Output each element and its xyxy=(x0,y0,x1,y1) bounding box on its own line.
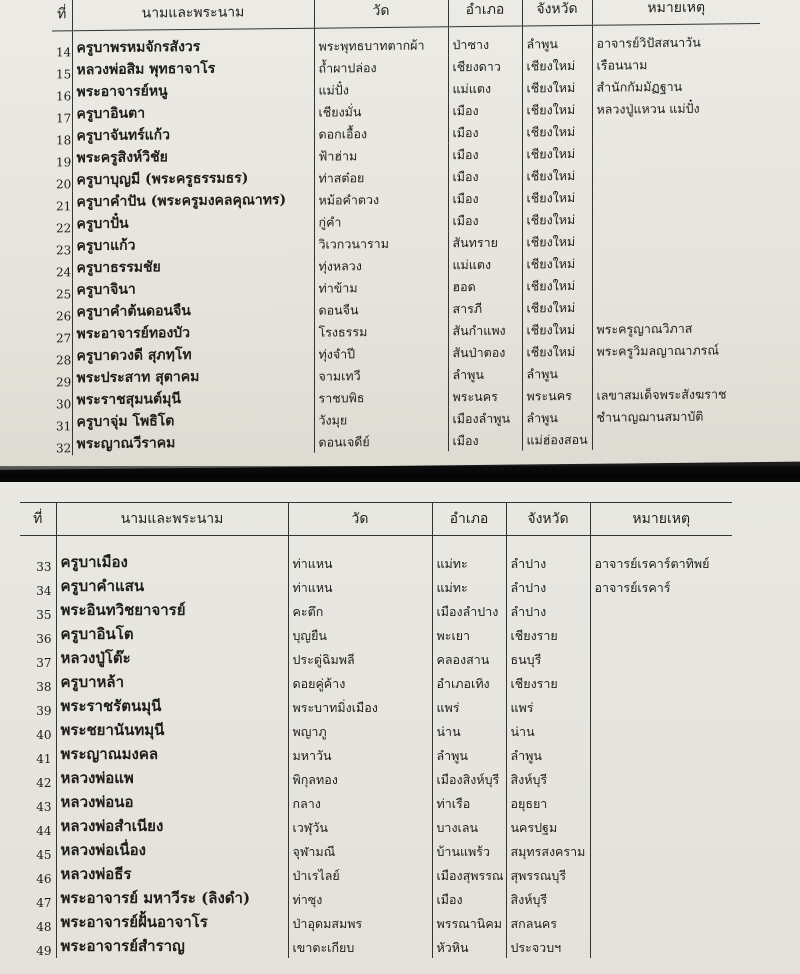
cell-number: 31 xyxy=(56,418,72,433)
header-amphoe: อำเภอ xyxy=(448,0,522,27)
cell-amphoe: ลำพูน xyxy=(432,742,506,766)
cell-note xyxy=(592,426,760,450)
cell-name: ครูบาจันทร์แก้ว xyxy=(72,122,314,147)
cell-name: พระชยานันทมุนี xyxy=(56,718,288,742)
cell-number: 46 xyxy=(36,872,52,886)
cell-number: 22 xyxy=(56,220,72,235)
cell-name: พระอินทวิชยาจารย์ xyxy=(56,598,288,622)
cell-number: 48 xyxy=(36,920,52,934)
cell-note xyxy=(590,934,732,958)
cell-number: 32 xyxy=(56,440,72,455)
header-no: ที่ xyxy=(52,0,72,31)
cell-amphoe: เมือง xyxy=(432,886,506,910)
table-row xyxy=(20,790,732,814)
cell-province: สกลนคร xyxy=(506,910,590,934)
cell-wat: จุฬามณี xyxy=(288,838,432,862)
cell-note xyxy=(590,718,732,742)
cell-number: 21 xyxy=(56,198,72,213)
cell-province: สุพรรณบุรี xyxy=(506,862,590,886)
cell-amphoe: เมือง xyxy=(448,186,522,209)
cell-note xyxy=(592,294,760,318)
cell-note xyxy=(592,118,760,142)
cell-amphoe: อำเภอเทิง xyxy=(432,670,506,694)
cell-name: ครูบาบุญมี (พระครูธรรมธร) xyxy=(72,166,314,191)
cell-province: เชียงใหม่ xyxy=(522,251,592,274)
cell-note xyxy=(590,862,732,886)
cell-note xyxy=(590,670,732,694)
cell-note xyxy=(592,228,760,252)
cell-wat: ท่าสต๋อย xyxy=(314,165,448,188)
table-row xyxy=(20,718,732,742)
cell-name: ครูบาหล้า xyxy=(56,670,288,694)
cell-amphoe: เมืองสิงห์บุรี xyxy=(432,766,506,790)
cell-note xyxy=(592,206,760,230)
cell-name: หลวงพ่อธีร xyxy=(56,862,288,886)
cell-name: พระประสาท สุตาคม xyxy=(72,364,314,389)
cell-amphoe: เมืองลำพูน xyxy=(448,406,522,429)
cell-name: พระครูสิงห์วิชัย xyxy=(72,144,314,169)
cell-wat: ดอนจืน xyxy=(314,297,448,320)
cell-amphoe: ป่าซาง xyxy=(448,26,522,55)
cell-amphoe: น่าน xyxy=(432,718,506,742)
cell-wat: เชียงมั่น xyxy=(314,99,448,122)
cell-amphoe: เมืองสุพรรณ xyxy=(432,862,506,886)
cell-name: ครูบาพรหมจักรสังวร xyxy=(72,28,314,59)
cell-province: แพร่ xyxy=(506,694,590,718)
cell-number: 43 xyxy=(36,800,52,814)
cell-amphoe: คลองสาน xyxy=(432,646,506,670)
cell-name: ครูบาปั๋น xyxy=(72,210,314,235)
cell-note: อาจารย์เรคาร์ xyxy=(590,574,732,598)
cell-name: หลวงพ่อสำเนียง xyxy=(56,814,288,838)
cell-name: พระราชรัตนมุนี xyxy=(56,694,288,718)
cell-name: พระราชสุมนต์มุนี xyxy=(72,386,314,411)
header-no: ที่ xyxy=(20,503,56,536)
header-province: จังหวัด xyxy=(506,503,590,536)
cell-province: อยุธยา xyxy=(506,790,590,814)
cell-name: ครูบาดวงดี สุภทฺโท xyxy=(72,342,314,367)
cell-wat: ดอกเอื้อง xyxy=(314,121,448,144)
cell-province: ลำปาง xyxy=(506,598,590,622)
cell-amphoe: สารภี xyxy=(448,296,522,319)
cell-amphoe: แพร่ xyxy=(432,694,506,718)
cell-province: ลำพูน xyxy=(506,742,590,766)
cell-name: ครูบาคำปัน (พระครูมงคลคุณาทร) xyxy=(72,188,314,213)
cell-wat: ท่าซุง xyxy=(288,886,432,910)
cell-note: สำนักกัมมัฏฐาน xyxy=(592,74,760,98)
cell-wat: คะตึก xyxy=(288,598,432,622)
cell-province: พระนคร xyxy=(522,383,592,406)
cell-note: เลขาสมเด็จพระสังฆราช xyxy=(592,382,760,406)
header-name: นามและพระนาม xyxy=(72,0,314,31)
cell-wat: เวฬุวัน xyxy=(288,814,432,838)
cell-wat: ดอยคู่ค้าง xyxy=(288,670,432,694)
table-row xyxy=(20,598,732,622)
cell-wat: วังมุย xyxy=(314,407,448,430)
cell-number: 25 xyxy=(56,286,72,301)
cell-province: เชียงราย xyxy=(506,670,590,694)
cell-note xyxy=(592,250,760,274)
cell-province: น่าน xyxy=(506,718,590,742)
table-row xyxy=(20,838,732,862)
cell-province: เชียงราย xyxy=(506,622,590,646)
cell-number: 42 xyxy=(36,776,52,790)
table-row xyxy=(20,934,732,958)
table-row xyxy=(20,550,732,574)
cell-number: 14 xyxy=(56,44,72,59)
cell-province: เชียงใหม่ xyxy=(522,163,592,186)
cell-wat: กลาง xyxy=(288,790,432,814)
cell-number: 15 xyxy=(56,66,72,81)
cell-wat: ท่าแหน xyxy=(288,550,432,574)
cell-province: เชียงใหม่ xyxy=(522,141,592,164)
cell-name: ครูบาจุ่ม โพธิโต xyxy=(72,408,314,433)
cell-amphoe: บางเลน xyxy=(432,814,506,838)
cell-name: ครูบาอินตา xyxy=(72,100,314,125)
cell-name: พระอาจารย์ฝั้นอาจาโร xyxy=(56,910,288,934)
cell-number: 41 xyxy=(36,752,52,766)
cell-amphoe: พระนคร xyxy=(448,384,522,407)
cell-province: ลำปาง xyxy=(506,574,590,598)
cell-note: พระครูญาณวิภาส xyxy=(592,316,760,340)
cell-province: สิงห์บุรี xyxy=(506,886,590,910)
cell-province: ลำพูน xyxy=(522,361,592,384)
cell-amphoe: ท่าเรือ xyxy=(432,790,506,814)
cell-amphoe: สันกำแพง xyxy=(448,318,522,341)
header-name: นามและพระนาม xyxy=(56,503,288,536)
header-note: หมายเหตุ xyxy=(590,503,732,536)
cell-amphoe: พรรณานิคม xyxy=(432,910,506,934)
cell-amphoe: สันป่าตอง xyxy=(448,340,522,363)
table-row xyxy=(20,886,732,910)
cell-name: พระญาณวีราคม xyxy=(72,430,314,455)
cell-number: 33 xyxy=(36,560,52,574)
cell-wat: ราชบพิธ xyxy=(314,385,448,408)
cell-wat: มหาวัน xyxy=(288,742,432,766)
cell-name: ครูบาคำแสน xyxy=(56,574,288,598)
cell-number: 38 xyxy=(36,680,52,694)
cell-wat: ท่าแหน xyxy=(288,574,432,598)
cell-name: ครูบาธรรมชัย xyxy=(72,254,314,279)
cell-note xyxy=(590,766,732,790)
cell-wat: แม่ปั๋ง xyxy=(314,77,448,100)
cell-amphoe: บ้านแพร้ว xyxy=(432,838,506,862)
cell-province: สิงห์บุรี xyxy=(506,766,590,790)
cell-note: อาจารย์เรคาร์ตาทิพย์ xyxy=(590,550,732,574)
cell-province: เชียงใหม่ xyxy=(522,339,592,362)
cell-province: เชียงใหม่ xyxy=(522,75,592,98)
cell-number: 26 xyxy=(56,308,72,323)
cell-province: ลำพูน xyxy=(522,25,592,54)
cell-number: 47 xyxy=(36,896,52,910)
header-note: หมายเหตุ xyxy=(592,0,760,25)
table-row xyxy=(20,622,732,646)
cell-amphoe: เมือง xyxy=(448,120,522,143)
table-row xyxy=(20,862,732,886)
cell-wat: พระบาทมิ่งเมือง xyxy=(288,694,432,718)
cell-note: หลวงปู่แหวน แม่ปั๋ง xyxy=(592,96,760,120)
cell-wat: หม้อคำตวง xyxy=(314,187,448,210)
cell-name: หลวงพ่อนอ xyxy=(56,790,288,814)
cell-province: เชียงใหม่ xyxy=(522,97,592,120)
cell-number: 44 xyxy=(36,824,52,838)
header-wat: วัด xyxy=(314,0,448,28)
cell-note: เรือนนาม xyxy=(592,52,760,76)
header-wat: วัด xyxy=(288,503,432,536)
cell-amphoe: เมือง xyxy=(448,142,522,165)
cell-wat: ประดู่ฉิมพลี xyxy=(288,646,432,670)
header-amphoe: อำเภอ xyxy=(432,503,506,536)
cell-name: ครูบาจินา xyxy=(72,276,314,301)
cell-name: ครูบาคำต้นดอนจืน xyxy=(72,298,314,323)
cell-name: หลวงพ่อเนื่อง xyxy=(56,838,288,862)
register-table-upper xyxy=(52,0,760,455)
header-row xyxy=(20,503,732,536)
cell-name: พระอาจารย์หนู xyxy=(72,78,314,103)
cell-note xyxy=(592,272,760,296)
cell-amphoe: เมืองลำปาง xyxy=(432,598,506,622)
cell-amphoe: พะเยา xyxy=(432,622,506,646)
cell-wat: ทุ่งหลวง xyxy=(314,253,448,276)
cell-name: หลวงพ่อแพ xyxy=(56,766,288,790)
cell-note: ชำนาญฌานสมาบัติ xyxy=(592,404,760,428)
table-row xyxy=(20,670,732,694)
cell-number: 24 xyxy=(56,264,72,279)
register-table-lower xyxy=(20,502,732,958)
table-row xyxy=(20,814,732,838)
cell-wat: พระพุทธบาทตากผ้า xyxy=(314,27,448,56)
cell-note xyxy=(592,140,760,164)
cell-number: 23 xyxy=(56,242,72,257)
cell-name: ครูบาเมือง xyxy=(56,550,288,574)
cell-number: 18 xyxy=(56,132,72,147)
cell-province: เชียงใหม่ xyxy=(522,53,592,76)
cell-note xyxy=(590,694,732,718)
cell-amphoe: แม่ทะ xyxy=(432,550,506,574)
cell-number: 28 xyxy=(56,352,72,367)
cell-province: เชียงใหม่ xyxy=(522,273,592,296)
cell-number: 45 xyxy=(36,848,52,862)
cell-amphoe: เมือง xyxy=(448,208,522,231)
cell-amphoe: สันทราย xyxy=(448,230,522,253)
cell-name: พระญาณมงคล xyxy=(56,742,288,766)
cell-province: สมุทรสงคราม xyxy=(506,838,590,862)
cell-wat: ดอนเจดีย์ xyxy=(314,429,448,452)
cell-wat: ป่าเรไลย์ xyxy=(288,862,432,886)
cell-province: ลำปาง xyxy=(506,550,590,574)
cell-name: หลวงพ่อสิม พุทธาจาโร xyxy=(72,56,314,81)
cell-province: ธนบุรี xyxy=(506,646,590,670)
cell-number: 35 xyxy=(36,608,52,622)
cell-province: แม่ฮ่องสอน xyxy=(522,427,592,450)
cell-note xyxy=(590,598,732,622)
cell-province: เชียงใหม่ xyxy=(522,185,592,208)
cell-wat: ฟ้าฮ่าม xyxy=(314,143,448,166)
cell-province: เชียงใหม่ xyxy=(522,229,592,252)
cell-number: 19 xyxy=(56,154,72,169)
cell-amphoe: แม่แตง xyxy=(448,76,522,99)
cell-number: 49 xyxy=(36,944,52,958)
cell-number: 17 xyxy=(56,110,72,125)
cell-name: ครูบาแก้ว xyxy=(72,232,314,257)
cell-note xyxy=(590,838,732,862)
cell-note: พระครูวิมลญาณาภรณ์ xyxy=(592,338,760,362)
cell-amphoe: หัวหิน xyxy=(432,934,506,958)
cell-province: เชียงใหม่ xyxy=(522,295,592,318)
cell-note xyxy=(592,360,760,384)
cell-wat: โรงธรรม xyxy=(314,319,448,342)
cell-note xyxy=(590,814,732,838)
cell-number: 29 xyxy=(56,374,72,389)
cell-note xyxy=(590,646,732,670)
cell-name: หลวงปู่โต๊ะ xyxy=(56,646,288,670)
cell-name: พระอาจารย์สำราญ xyxy=(56,934,288,958)
cell-note xyxy=(592,184,760,208)
cell-wat: บุญยืน xyxy=(288,622,432,646)
cell-number: 34 xyxy=(36,584,52,598)
cell-wat: พญาภู xyxy=(288,718,432,742)
cell-province: เชียงใหม่ xyxy=(522,317,592,340)
cell-number: 37 xyxy=(36,656,52,670)
cell-wat: ถ้ำผาปล่อง xyxy=(314,55,448,78)
cell-wat: ท่าข้าม xyxy=(314,275,448,298)
cell-province: นครปฐม xyxy=(506,814,590,838)
cell-number: 30 xyxy=(56,396,72,411)
cell-wat: เขาตะเกียบ xyxy=(288,934,432,958)
cell-number: 36 xyxy=(36,632,52,646)
cell-number: 16 xyxy=(56,88,72,103)
cell-note xyxy=(592,162,760,186)
cell-amphoe: เชียงดาว xyxy=(448,54,522,77)
cell-amphoe: เมือง xyxy=(448,428,522,451)
cell-amphoe: ลำพูน xyxy=(448,362,522,385)
upper-page xyxy=(0,0,800,470)
cell-wat: วิเวกวนาราม xyxy=(314,231,448,254)
cell-amphoe: ฮอด xyxy=(448,274,522,297)
cell-number: 20 xyxy=(56,176,72,191)
cell-note xyxy=(590,622,732,646)
cell-note xyxy=(590,790,732,814)
cell-province: ลำพูน xyxy=(522,405,592,428)
cell-name: พระอาจารย์ มหาวีระ (ลิงดำ) xyxy=(56,886,288,910)
cell-province: ประจวบฯ xyxy=(506,934,590,958)
cell-wat: ป่าอุดมสมพร xyxy=(288,910,432,934)
cell-province: เชียงใหม่ xyxy=(522,119,592,142)
cell-name: พระอาจารย์ทองบัว xyxy=(72,320,314,345)
cell-amphoe: แม่ทะ xyxy=(432,574,506,598)
table-row xyxy=(20,742,732,766)
cell-note: อาจารย์วิปัสสนาวัน xyxy=(592,24,760,54)
table-row xyxy=(20,910,732,934)
cell-number: 39 xyxy=(36,704,52,718)
cell-note xyxy=(590,910,732,934)
cell-name: ครูบาอินโต xyxy=(56,622,288,646)
table-row xyxy=(20,694,732,718)
cell-wat: กู่คำ xyxy=(314,209,448,232)
cell-wat: ทุ่งจำปี xyxy=(314,341,448,364)
cell-number: 27 xyxy=(56,330,72,345)
table-row xyxy=(20,646,732,670)
table-row xyxy=(20,766,732,790)
cell-note xyxy=(590,886,732,910)
cell-wat: พิกุลทอง xyxy=(288,766,432,790)
cell-amphoe: เมือง xyxy=(448,164,522,187)
cell-wat: จามเทวี xyxy=(314,363,448,386)
cell-province: เชียงใหม่ xyxy=(522,207,592,230)
table-row xyxy=(20,574,732,598)
cell-note xyxy=(590,742,732,766)
header-province: จังหวัด xyxy=(522,0,592,26)
cell-amphoe: แม่แตง xyxy=(448,252,522,275)
cell-amphoe: เมือง xyxy=(448,98,522,121)
cell-number: 40 xyxy=(36,728,52,742)
